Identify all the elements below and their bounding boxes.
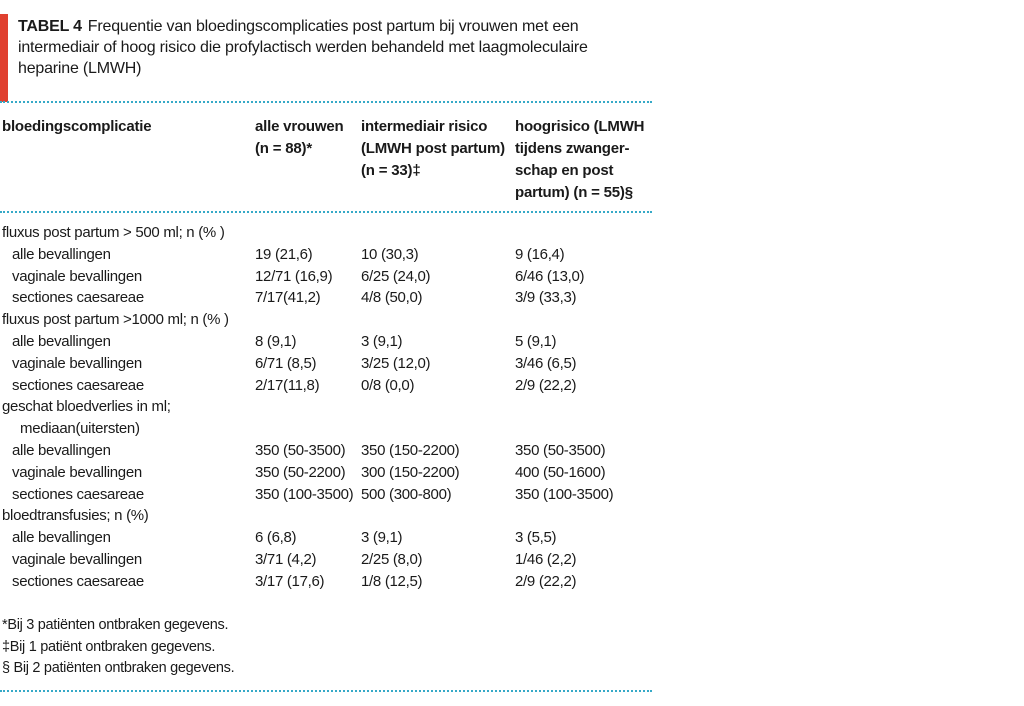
header-hoogrisico [515, 116, 655, 204]
table-row [0, 462, 660, 484]
header-line: partum) (n = 55)§ [515, 184, 633, 201]
table-cell: 7/17(41,2) [255, 289, 321, 307]
table-cell: 350 (50-3500) [255, 441, 346, 459]
footnote: *Bij 3 patiënten ontbraken gegevens. [2, 617, 229, 633]
row-label: sectiones caesareae [12, 289, 144, 307]
table-cell: 2/25 (8,0) [361, 550, 423, 568]
table-row [0, 505, 660, 527]
table-row [0, 375, 660, 397]
table-row [0, 331, 660, 353]
table-row [0, 484, 660, 506]
row-label: alle bevallingen [12, 529, 111, 547]
footnotes [2, 615, 652, 680]
row-label: vaginale bevallingen [12, 354, 142, 372]
header-line: tijdens zwanger- [515, 140, 630, 157]
header-alle-vrouwen [255, 116, 355, 160]
table-title-block [0, 12, 660, 104]
table-cell: 350 (100-3500) [255, 485, 354, 503]
table-cell: 4/8 (50,0) [361, 289, 423, 307]
row-label: alle bevallingen [12, 245, 111, 263]
table-cell: 19 (21,6) [255, 245, 313, 263]
table-cell: 350 (50-2200) [255, 463, 346, 481]
row-label: sectiones caesareae [12, 485, 144, 503]
table-cell: 3 (9,1) [361, 332, 403, 350]
table-cell: 3 (9,1) [361, 529, 403, 547]
row-label: alle bevallingen [12, 332, 111, 350]
table-cell: 3/25 (12,0) [361, 354, 431, 372]
header-line: alle vrouwen [255, 118, 344, 135]
row-label: vaginale bevallingen [12, 550, 142, 568]
row-label: alle bevallingen [12, 441, 111, 459]
footnote: § Bij 2 patiënten ontbraken gegevens. [2, 660, 235, 676]
table-cell: 3 (5,5) [515, 529, 557, 547]
table-cell: 500 (300-800) [361, 485, 452, 503]
table-cell: 400 (50-1600) [515, 463, 606, 481]
table-cell: 300 (150-2200) [361, 463, 460, 481]
table-row [0, 287, 660, 309]
header-line: (LMWH post partum) [361, 140, 505, 157]
header-intermediair-risico [361, 116, 511, 182]
table-row [0, 309, 660, 331]
table-label: TABEL 4 [18, 18, 82, 35]
footnote: ‡Bij 1 patiënt ontbraken gegevens. [2, 638, 216, 655]
table-row [0, 418, 660, 440]
table-cell: 1/46 (2,2) [515, 550, 577, 568]
header-line: bloedingscomplicatie [2, 118, 152, 135]
table-cell: 0/8 (0,0) [361, 376, 415, 394]
header-bloedingscomplicatie [2, 116, 242, 138]
header-line: hoogrisico (LMWH [515, 118, 645, 135]
table-cell: 350 (150-2200) [361, 441, 460, 459]
table-cell: 1/8 (12,5) [361, 572, 423, 590]
row-label: geschat bloedverlies in ml; [2, 398, 171, 416]
table-cell: 350 (50-3500) [515, 441, 606, 459]
table-row [0, 527, 660, 549]
row-label: fluxus post partum > 500 ml; n (% ) [2, 224, 225, 241]
row-label: bloedtransfusies; n (%) [2, 507, 149, 525]
table-cell: 3/17 (17,6) [255, 572, 325, 590]
bottom-rule [0, 690, 652, 692]
table-row [0, 549, 660, 571]
table-cell: 6 (6,8) [255, 529, 297, 547]
table-title [18, 16, 648, 79]
table-cell: 5 (9,1) [515, 332, 557, 350]
row-label: vaginale bevallingen [12, 267, 142, 285]
table-row [0, 222, 660, 244]
row-label: fluxus post partum >1000 ml; n (% ) [2, 311, 229, 329]
header-rule [0, 211, 652, 213]
table-row [0, 440, 660, 462]
table-cell: 2/17(11,8) [255, 376, 320, 394]
table-row [0, 266, 660, 288]
table-cell: 6/25 (24,0) [361, 267, 431, 285]
header-line: (n = 33)‡ [361, 162, 421, 179]
table-cell: 2/9 (22,2) [515, 572, 577, 590]
table-cell: 6/46 (13,0) [515, 267, 585, 285]
table-cell: 3/9 (33,3) [515, 289, 577, 307]
table-row [0, 353, 660, 375]
accent-bar [0, 14, 8, 102]
table-cell: 3/71 (4,2) [255, 550, 317, 568]
row-label: mediaan(uitersten) [20, 420, 140, 438]
table-cell: 9 (16,4) [515, 245, 565, 263]
table-cell: 350 (100-3500) [515, 485, 614, 503]
header-line: (n = 88)* [255, 140, 312, 157]
table-cell: 6/71 (8,5) [255, 354, 317, 372]
table-cell: 3/46 (6,5) [515, 354, 577, 372]
row-label: vaginale bevallingen [12, 463, 142, 481]
header-line: schap en post [515, 162, 614, 179]
table-caption: Frequentie van bloedingscomplicaties post partum bij vrouwen met een intermediair of hoog risico die profylactisch werden behandeld met laagmoleculaire heparine (LMWH) [18, 18, 588, 77]
table-body [0, 222, 660, 593]
table-cell: 8 (9,1) [255, 332, 297, 350]
table-row [0, 244, 660, 266]
table-cell: 2/9 (22,2) [515, 376, 577, 394]
top-rule [0, 101, 652, 103]
row-label: sectiones caesareae [12, 572, 144, 590]
header-line: intermediair risico [361, 118, 488, 135]
row-label: sectiones caesareae [12, 376, 144, 394]
table-row [0, 396, 660, 418]
table-cell: 10 (30,3) [361, 245, 419, 263]
table-cell: 12/71 (16,9) [255, 267, 333, 285]
table-row [0, 571, 660, 593]
